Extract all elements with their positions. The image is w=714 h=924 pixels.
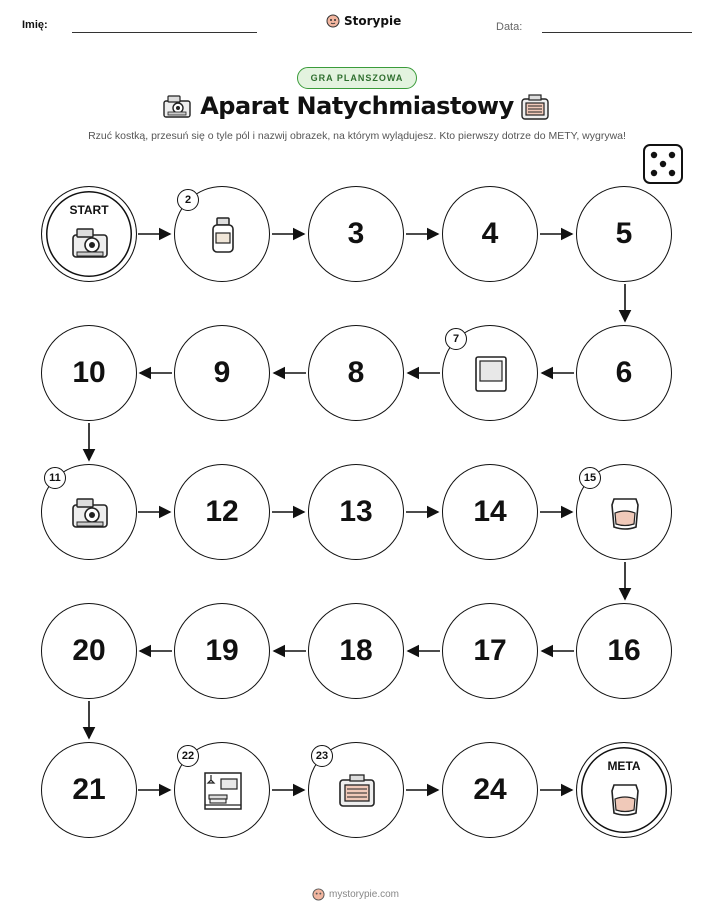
cell-number: 4 [481,217,499,250]
film-cartridge-icon [337,771,377,811]
cell-number-badge: 7 [445,328,467,350]
board-cell-19 [174,603,270,699]
cell-number: 13 [339,495,373,528]
finish-label: META [607,759,641,773]
board-cell-finish [576,742,672,838]
cell-number: 6 [615,356,633,389]
start-label: START [69,203,109,217]
footer [312,888,399,901]
cell-number: 14 [473,495,507,528]
board-cell-11 [41,464,137,560]
board-cell-4 [442,186,538,282]
board-cell-14 [442,464,538,560]
cell-number: 18 [339,634,373,667]
brand-name: Storypie [344,14,402,28]
board-cell-23 [308,742,404,838]
photo-print-icon [471,354,511,394]
cell-number: 8 [347,356,365,389]
board-cell-3 [308,186,404,282]
cell-number: 9 [213,356,231,389]
cell-number: 10 [72,356,106,389]
board-cell-2 [174,186,270,282]
board-cell-24 [442,742,538,838]
cell-number: 12 [205,495,239,528]
board-cell-13 [308,464,404,560]
cell-number: 16 [607,634,641,667]
board-cell-18 [308,603,404,699]
board-cell-6 [576,325,672,421]
board-cell-17 [442,603,538,699]
date-label: Data: [496,21,523,33]
cell-number: 17 [473,634,507,667]
cell-number: 3 [347,217,365,250]
board-cell-start [41,186,137,282]
cell-number-badge: 23 [311,745,333,767]
board-cell-22 [174,742,270,838]
board-cell-7 [442,325,538,421]
board-cell-20 [41,603,137,699]
footer-site[interactable]: mystorypie.com [329,889,400,900]
cell-number-badge: 22 [177,745,199,767]
cell-number-badge: 15 [579,467,601,489]
darkroom-icon [203,771,243,811]
cell-number: 5 [615,217,633,250]
game-instructions: Rzuć kostką, przesuń się o tyle pól i nazwij obrazek, na którym wylądujesz. Kto pierwszy dotrze do METY, wygrywa! [88,130,626,142]
jar-icon [605,779,645,819]
board-cell-15 [576,464,672,560]
board-cell-16 [576,603,672,699]
cell-number-badge: 11 [44,467,66,489]
instant-camera-icon [70,223,110,263]
cell-number: 20 [72,634,106,667]
storypie-mascot-icon [312,888,325,901]
board-cell-12 [174,464,270,560]
board-cell-21 [41,742,137,838]
bottle-icon [203,215,243,255]
board-cell-8 [308,325,404,421]
board-cell-10 [41,325,137,421]
game-type-tag: GRA PLANSZOWA [297,67,417,89]
jar-icon [605,493,645,533]
game-title: Aparat Natychmiastowy [200,92,514,120]
cell-number: 21 [72,773,106,806]
cell-number: 24 [473,773,507,806]
cell-number: 19 [205,634,239,667]
board-cell-9 [174,325,270,421]
board-cell-5 [576,186,672,282]
cell-number-badge: 2 [177,189,199,211]
name-label: Imię: [22,19,48,31]
instant-camera-icon [70,493,110,533]
